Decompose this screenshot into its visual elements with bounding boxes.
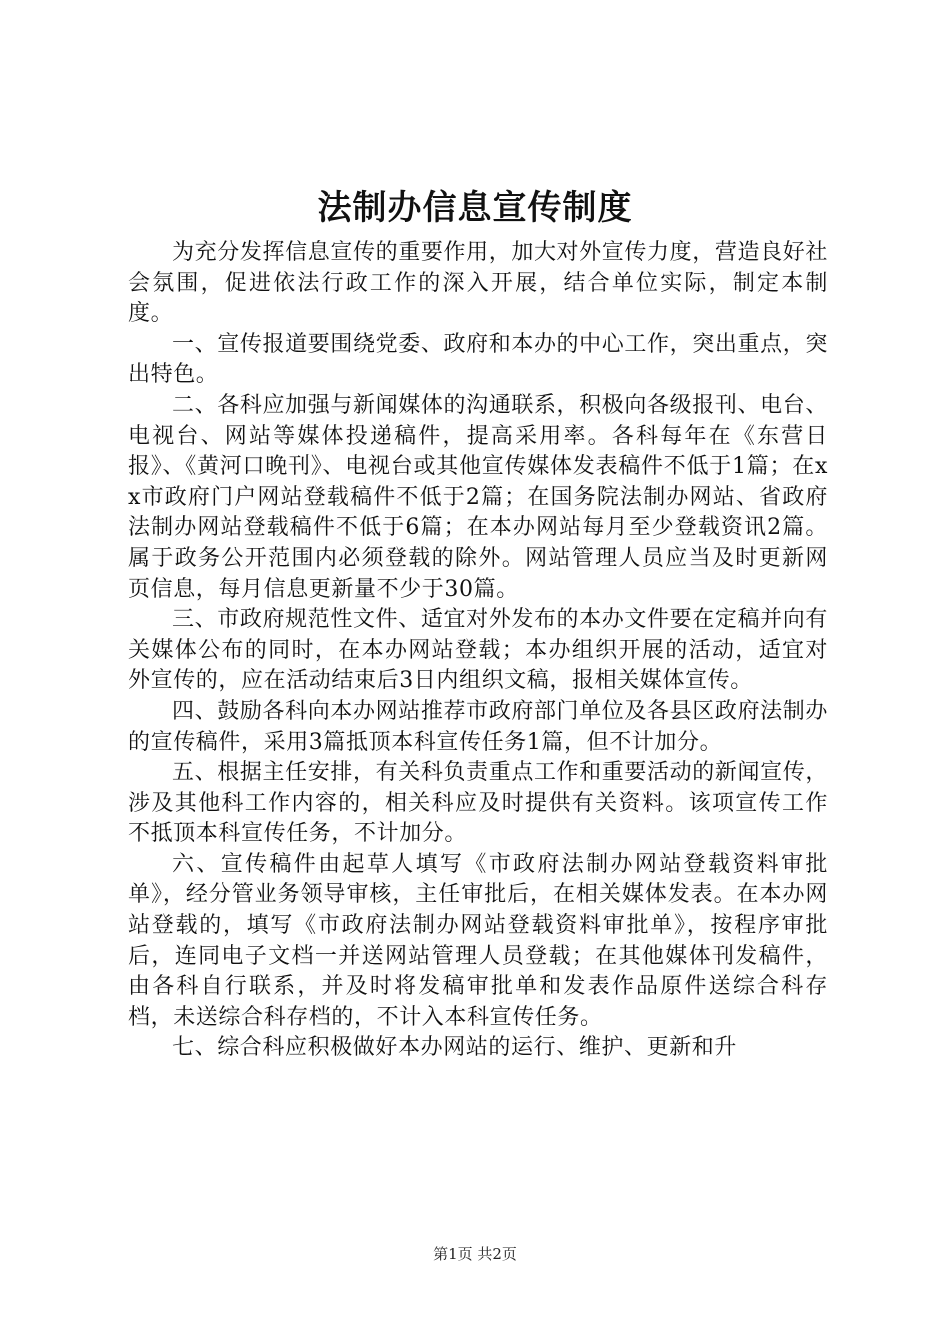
paragraph-7: 七、综合科应积极做好本办网站的运行、维护、更新和升 (172, 1035, 738, 1061)
paragraph-4: 四、鼓励各科向本办网站推荐市政府部门单位及各县区政府法制办的宣传稿件，采用3篇抵顶本科宣传任务1篇，但不计加分。 (128, 698, 828, 755)
document-body (128, 238, 828, 1064)
paragraph-intro: 为充分发挥信息宣传的重要作用，加大对外宣传力度，营造良好社会氛围，促进依法行政工作的深入开展，结合单位实际，制定本制度。 (128, 240, 828, 327)
page-footer: 第1页 共2页 (433, 1245, 517, 1263)
paragraph-1: 一、宣传报道要围绕党委、政府和本办的中心工作，突出重点，突出特色。 (128, 331, 828, 388)
paragraph-5: 五、根据主任安排，有关科负责重点工作和重要活动的新闻宣传，涉及其他科工作内容的，相关科应及时提供有关资料。该项宣传工作不抵顶本科宣传任务，不计加分。 (128, 760, 828, 847)
paragraph-6: 六、宣传稿件由起草人填写《市政府法制办网站登载资料审批单》，经分管业务领导审核，主任审批后，在相关媒体发表。在本办网站登载的，填写《市政府法制办网站登载资料审批单》，按程序审批后，连同电子文档一并送网站管理人员登载；在其他媒体刊发稿件，由各科自行联系，并及时将发稿审批单和发表作品原件送综合科存档，未送综合科存档的，不计入本科宣传任务。 (128, 851, 828, 1030)
paragraph-2: 二、各科应加强与新闻媒体的沟通联系，积极向各级报刊、电台、电视台、网站等媒体投递稿件，提高采用率。各科每年在《东营日报》、《黄河口晚刊》、电视台或其他宣传媒体发表稿件不低于1篇；在xx市政府门户网站登载稿件不低于2篇；在国务院法制办网站、省政府法制办网站登载稿件不低于6篇；在本办网站每月至少登载资讯2篇。属于政务公开范围内必须登载的除外。网站管理人员应当及时更新网页信息，每月信息更新量不少于30篇。 (128, 392, 828, 602)
paragraph-3: 三、市政府规范性文件、适宜对外发布的本办文件要在定稿并向有关媒体公布的同时，在本办网站登载；本办组织开展的活动，适宜对外宣传的，应在活动结束后3日内组织文稿，报相关媒体宣传。 (128, 607, 828, 694)
document-title: 法制办信息宣传制度 (317, 188, 633, 228)
